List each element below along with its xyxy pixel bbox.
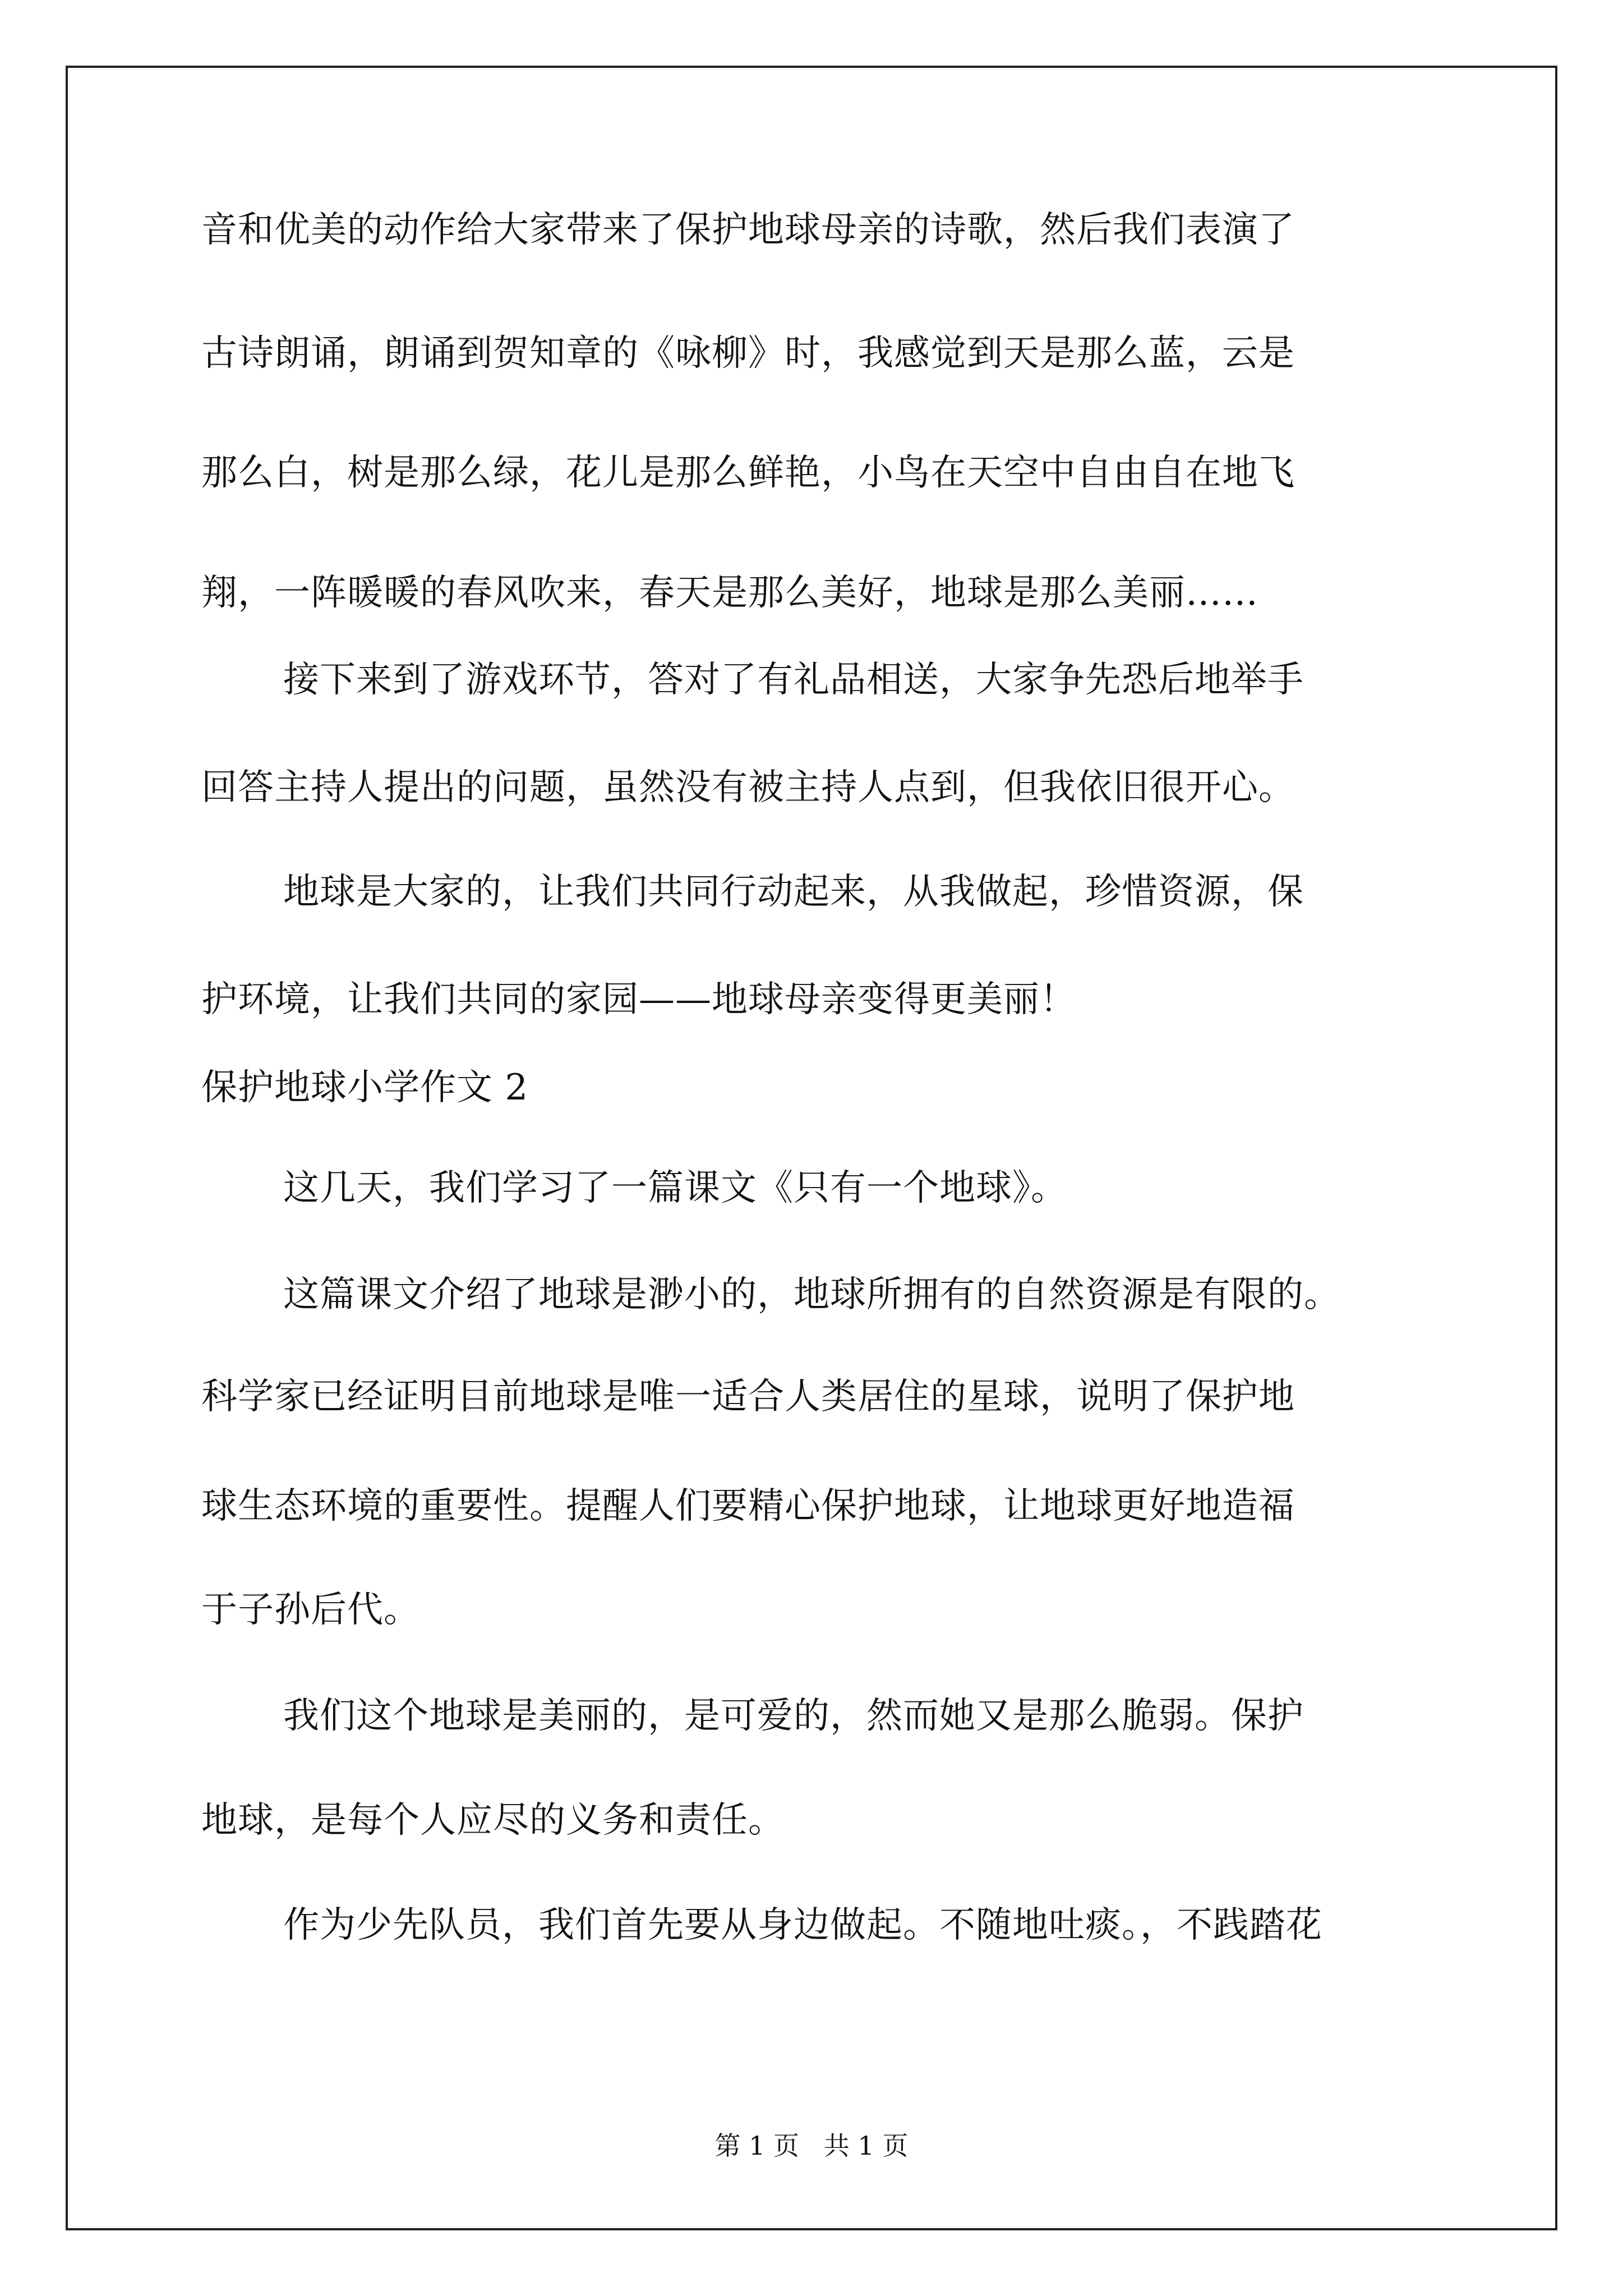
- paragraph-line: 回答主持人提出的问题，虽然没有被主持人点到，但我依旧很开心。: [201, 767, 1295, 808]
- paragraph-line: 地球，是每个人应尽的义务和责任。: [201, 1800, 785, 1841]
- paragraph-line: 护环境，让我们共同的家园——地球母亲变得更美丽！: [201, 979, 1076, 1020]
- paragraph-line: 音和优美的动作给大家带来了保护地球母亲的诗歌，然后我们表演了: [201, 209, 1295, 251]
- page-number-footer: 第 1 页 共 1 页: [714, 2131, 909, 2161]
- paragraph-line: 作为少先队员，我们首先要从身边做起。不随地吐痰。，不践踏花: [283, 1904, 1322, 1946]
- paragraph-line: 科学家已经证明目前地球是唯一适合人类居住的星球，说明了保护地: [201, 1376, 1295, 1418]
- paragraph-line: 翔，一阵暖暖的春风吹来，春天是那么美好，地球是那么美丽……: [201, 572, 1258, 614]
- paragraph-line: 那么白，树是那么绿，花儿是那么鲜艳，小鸟在天空中自由自在地飞: [201, 452, 1295, 494]
- paragraph-line: 这几天，我们学习了一篇课文《只有一个地球》。: [283, 1167, 1067, 1209]
- paragraph-line: 地球是大家的，让我们共同行动起来，从我做起，珍惜资源，保: [283, 871, 1304, 913]
- paragraph-line: 古诗朗诵，朗诵到贺知章的《咏柳》时，我感觉到天是那么蓝，云是: [201, 333, 1295, 374]
- paragraph-line: 球生态环境的重要性。提醒人们要精心保护地球，让地球更好地造福: [201, 1485, 1295, 1527]
- paragraph-line: 这篇课文介绍了地球是渺小的，地球所拥有的自然资源是有限的。: [283, 1274, 1340, 1315]
- section-heading: 保护地球小学作文 2: [201, 1067, 529, 1108]
- paragraph-line: 我们这个地球是美丽的，是可爱的，然而她又是那么脆弱。保护: [283, 1695, 1304, 1737]
- paragraph-line: 接下来到了游戏环节，答对了有礼品相送，大家争先恐后地举手: [283, 659, 1304, 701]
- paragraph-line: 于子孙后代。: [201, 1589, 420, 1631]
